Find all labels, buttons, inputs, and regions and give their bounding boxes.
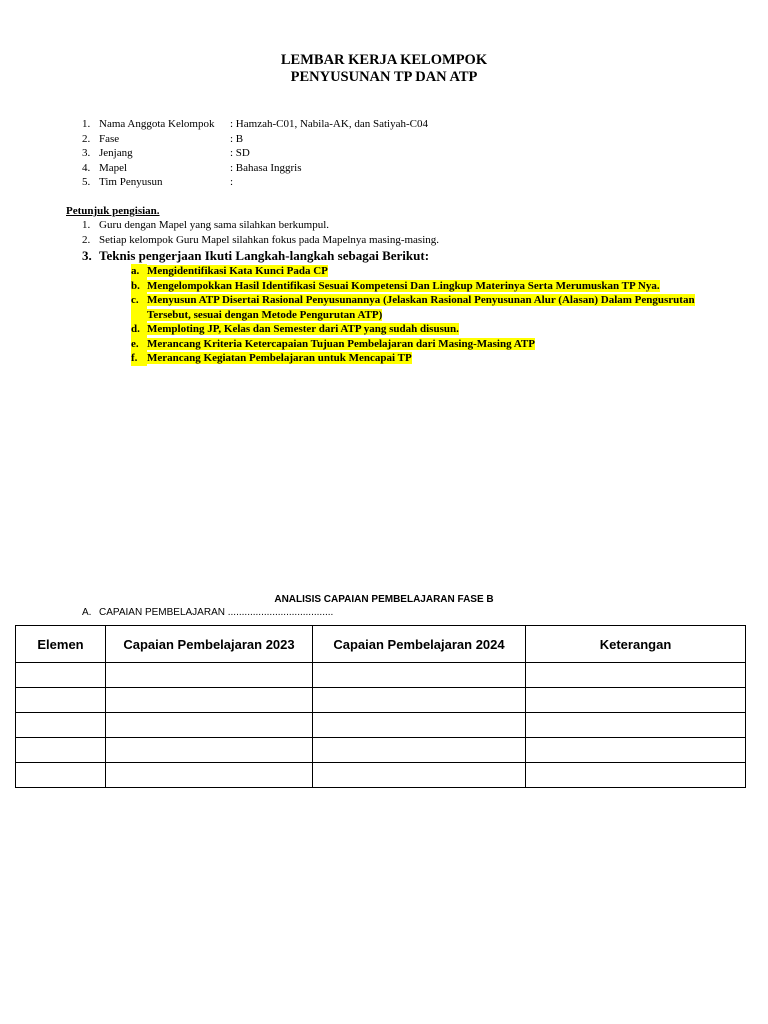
table-cell[interactable] [313, 738, 526, 763]
step-text: Memploting JP, Kelas dan Semester dari ATP yang sudah disusun. [147, 323, 459, 335]
info-value: : Hamzah-C01, Nabila-AK, dan Satiyah-C04 [230, 118, 428, 130]
title-line-2: PENYUSUNAN TP DAN ATP [290, 69, 478, 85]
step-item-f [131, 351, 701, 366]
info-number: 4. [82, 161, 91, 174]
info-row-fase [82, 132, 428, 147]
table-cell[interactable] [313, 763, 526, 788]
table-cell[interactable] [526, 663, 746, 688]
step-letter: d. [131, 322, 147, 337]
table-cell[interactable] [16, 763, 106, 788]
step-text-continued: Tersebut, sesuai dengan Metode Pengurutan ATP) [147, 308, 383, 321]
step-text: Merancang Kegiatan Pembelajaran untuk Mencapai TP [147, 352, 412, 364]
instruction-number: 1. [82, 219, 91, 231]
table-cell[interactable] [106, 738, 313, 763]
group-info-list [82, 117, 428, 190]
step-letter: a. [131, 264, 147, 279]
step-item-a [131, 264, 701, 279]
info-row-mapel [82, 161, 428, 176]
info-number: 1. [82, 118, 91, 130]
info-value: : Bahasa Inggris [230, 161, 302, 174]
section-heading [82, 607, 333, 618]
info-number: 3. [82, 147, 91, 159]
table-cell[interactable] [313, 663, 526, 688]
info-value: : [230, 176, 234, 188]
step-text: Mengelompokkan Hasil Identifikasi Sesuai Kompetensi Dan Lingkup Materinya Serta Merumuskan TP Nya. [147, 279, 660, 292]
info-number: 5. [82, 176, 91, 188]
info-value: : B [230, 132, 244, 145]
analysis-table [15, 625, 746, 788]
table-cell[interactable] [313, 688, 526, 713]
title-line-1: LEMBAR KERJA KELOMPOK [280, 52, 488, 68]
step-text: Menyusun ATP Disertai Rasional Penyusunannya (Jelaskan Rasional Penyusunan Alur (Alasan) Dalam Pengusrutan [147, 294, 695, 306]
header-cp-2023: Capaian Pembelajaran 2023 [106, 626, 313, 663]
table-row [16, 688, 746, 713]
step-letter: f. [131, 351, 147, 366]
table-row [16, 763, 746, 788]
table-cell[interactable] [16, 688, 106, 713]
steps-list [131, 264, 701, 366]
instruction-text: Guru dengan Mapel yang sama silahkan berkumpul. [99, 219, 330, 231]
instructions-heading: Petunjuk pengisian. [66, 205, 160, 217]
step-item-e [131, 337, 701, 352]
instruction-text: Setiap kelompok Guru Mapel silahkan fokus pada Mapelnya masing-masing. [99, 234, 440, 246]
step-letter: b. [131, 279, 147, 294]
header-elemen: Elemen [16, 626, 106, 663]
technique-heading [82, 248, 429, 264]
table-cell[interactable] [313, 713, 526, 738]
header-keterangan: Keterangan [526, 626, 746, 663]
step-item-c [131, 293, 701, 322]
table-cell[interactable] [16, 738, 106, 763]
info-row-jenjang [82, 146, 428, 161]
step-letter: e. [131, 337, 147, 352]
header-cp-2024: Capaian Pembelajaran 2024 [313, 626, 526, 663]
table-cell[interactable] [526, 738, 746, 763]
section-label: CAPAIAN PEMBELAJARAN ...................................... [99, 607, 334, 618]
info-label: Jenjang [99, 147, 133, 159]
instruction-number: 2. [82, 234, 91, 246]
step-item-b [131, 279, 701, 294]
info-label: Nama Anggota Kelompok [99, 118, 215, 130]
table-header-row [16, 626, 746, 663]
instruction-item [82, 233, 439, 248]
table-row [16, 738, 746, 763]
step-text: Merancang Kriteria Ketercapaian Tujuan Pembelajaran dari Masing-Masing ATP [147, 337, 535, 350]
table-row [16, 663, 746, 688]
info-value: : SD [230, 147, 250, 159]
table-cell[interactable] [526, 713, 746, 738]
table-row [16, 713, 746, 738]
table-cell[interactable] [106, 713, 313, 738]
analysis-title: ANALISIS CAPAIAN PEMBELAJARAN FASE B [274, 594, 494, 605]
technique-number: 3. [82, 248, 92, 263]
table-cell[interactable] [106, 688, 313, 713]
info-row-tim [82, 175, 428, 190]
instruction-item [82, 218, 439, 233]
section-number: A. [82, 607, 92, 618]
table-cell[interactable] [16, 663, 106, 688]
table-cell[interactable] [106, 763, 313, 788]
step-letter: c. [131, 293, 147, 322]
info-label: Tim Penyusun [99, 176, 163, 188]
instructions-list [82, 218, 439, 248]
info-label: Mapel [99, 161, 128, 174]
info-row-members [82, 117, 428, 132]
step-item-d [131, 322, 701, 337]
table-cell[interactable] [526, 763, 746, 788]
technique-text: Teknis pengerjaan Ikuti Langkah-langkah sebagai Berikut: [99, 248, 430, 263]
info-number: 2. [82, 132, 91, 145]
step-text: Mengidentifikasi Kata Kunci Pada CP [147, 265, 328, 277]
table-cell[interactable] [16, 713, 106, 738]
table-cell[interactable] [106, 663, 313, 688]
info-label: Fase [99, 132, 120, 145]
table-cell[interactable] [526, 688, 746, 713]
